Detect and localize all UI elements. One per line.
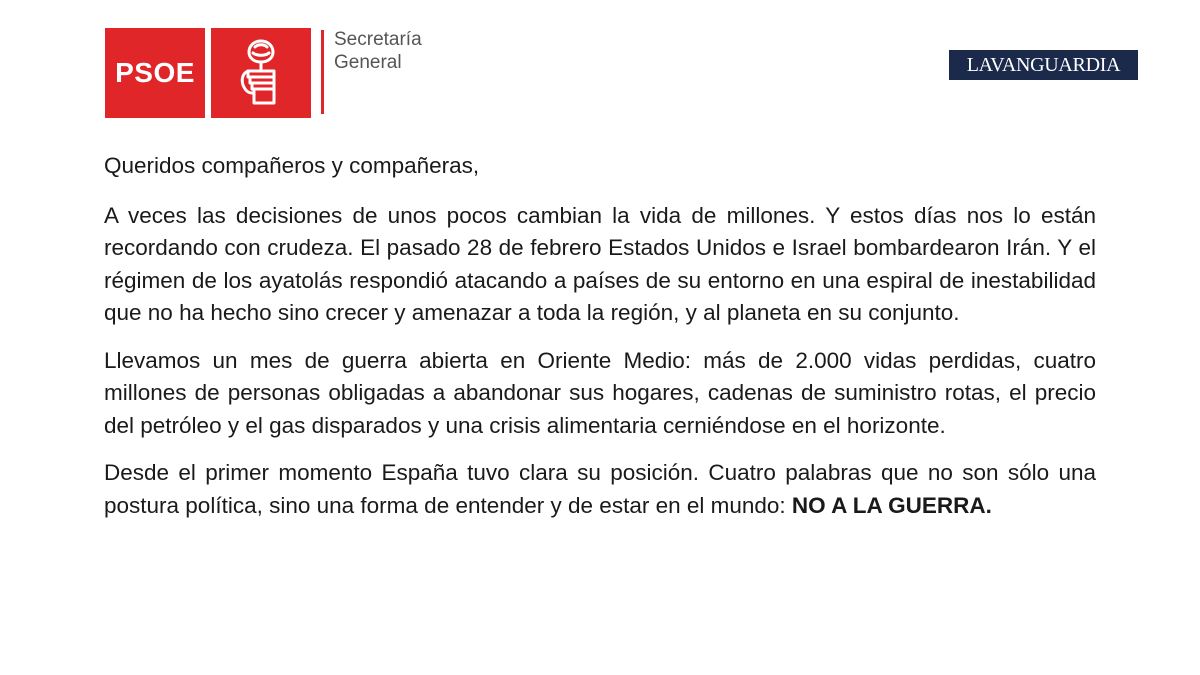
secretaria-line: Secretaría: [334, 29, 422, 50]
letter-paragraph-3: [104, 457, 1096, 522]
letter-paragraph-1: A veces las decisiones de unos pocos cambian la vida de millones. Y estos días nos lo están recordando con crudeza. El pasado 28 de febrero Estados Unidos e Israel bombardearon Irán. Y el régimen de los ayatolás respondió atacando a países de su entorno en una espiral de inestabilidad que no ha hecho sino crecer y amenazar a toda la región, y al planeta en su conjunto.: [104, 202, 1096, 325]
letter-body: [104, 150, 1096, 537]
letter-greeting: Queridos compañeros y compañeras,: [104, 153, 480, 178]
letter-paragraph-2: Llevamos un mes de guerra abierta en Oriente Medio: más de 2.000 vidas perdidas, cuatro millones de personas obligadas a abandonar sus hogares, cadenas de suministro rotas, el precio del petróleo y el gas disparados y una crisis alimentaria cerniéndose en el horizonte.: [104, 347, 1096, 438]
fist-and-rose-icon: [211, 28, 311, 118]
logo-divider: [321, 30, 324, 114]
general-line: General: [334, 52, 402, 73]
la-vanguardia-logo: LAVANGUARDIA: [949, 50, 1138, 80]
psoe-logo-text: PSOE: [105, 28, 205, 118]
psoe-logo: [105, 28, 311, 118]
secretaria-general-label: [334, 28, 422, 74]
no-a-la-guerra-emphasis: NO A LA GUERRA.: [791, 492, 992, 518]
letter-paragraph-3-text: Desde el primer momento España tuvo clara su posición. Cuatro palabras que no son sólo una postura política, sino una forma de entender y de estar en el mundo:: [104, 460, 1096, 518]
